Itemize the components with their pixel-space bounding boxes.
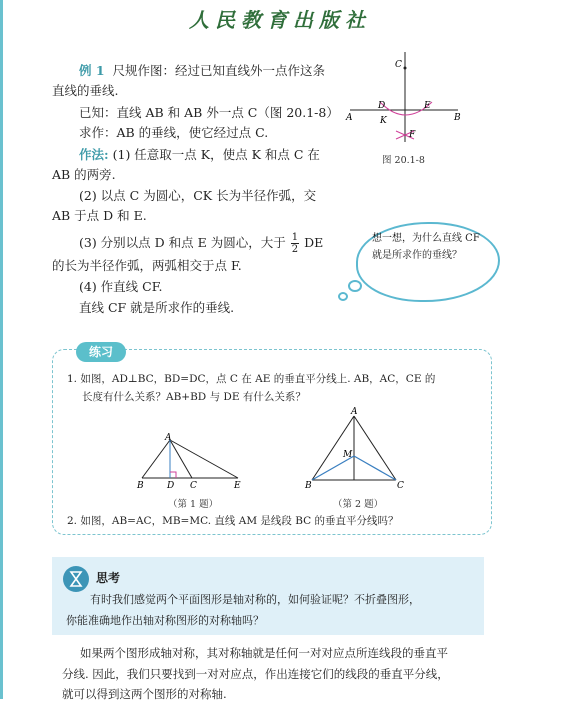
example-given: 已知：直线 AB 和 AB 外一点 C（图 20.1-8） [79, 105, 339, 120]
ex1-label-a: A [165, 433, 172, 443]
hourglass-icon [63, 566, 89, 592]
step4: (4) 作直线 CF. [79, 279, 163, 294]
exercise2-figure [302, 404, 412, 492]
think-line1: 有时我们感觉两个平面图形是轴对称的，如何验证呢？不折叠图形， [90, 593, 420, 606]
figure-caption: 图 20.1-8 [382, 155, 425, 166]
closing-line2: 分线. 因此，我们只要找到一对对应点，作出连接它们的线段的垂直平分线， [62, 667, 449, 681]
question1-line1: 1. 如图，AD⊥BC，BD=DC，点 C 在 AE 的垂直平分线上. AB，AC，CE 的 [67, 373, 436, 385]
ex2-label-a: A [351, 407, 358, 417]
ex2-label-c: C [397, 481, 404, 491]
think-title: 思考 [96, 571, 121, 585]
label-e: E [424, 101, 431, 111]
ex2-label-b: B [305, 481, 312, 491]
label-d: D [378, 101, 386, 111]
ex1-label-e: E [234, 481, 241, 491]
step3-text: (3) 分别以点 D 和点 E 为圆心，大于 [79, 235, 286, 250]
ex2-segment-ab [312, 416, 354, 480]
step2-line2: AB 于点 D 和 E. [52, 208, 147, 223]
method-label: 作法: [79, 147, 109, 162]
one-half-fraction: $\frac{1}{2}$ [291, 232, 299, 255]
think-line2: 你能准确地作出轴对称图形的对称轴吗？ [66, 614, 264, 627]
segment-ae [170, 440, 238, 478]
ex1-label-d: D [167, 481, 175, 491]
example-title-line2: 直线的垂线. [52, 83, 119, 98]
perpendicular-construction-figure [340, 50, 470, 150]
step1-line1 [79, 145, 320, 165]
example-conclusion: 直线 CF 就是所求作的垂线. [79, 300, 235, 315]
label-b: B [454, 113, 461, 123]
publisher-logo: 人民教育出版社 [189, 8, 371, 32]
label-k: K [380, 116, 387, 126]
exercise1-caption: （第 1 题） [168, 499, 219, 510]
example-label: 例 1 [79, 63, 105, 78]
step1-text: (1) 任意取一点 K，使点 K 和点 C 在 [112, 147, 320, 162]
ex2-segment-mc [354, 456, 396, 480]
label-a: A [346, 113, 353, 123]
point-c [404, 67, 407, 70]
label-c: C [395, 60, 402, 70]
question2: 2. 如图，AB=AC，MB=MC. 直线 AM 是线段 BC 的垂直平分线吗？ [67, 515, 399, 527]
ex1-label-c: C [190, 481, 197, 491]
question1-line2: 长度有什么关系？AB+BD 与 DE 有什么关系？ [82, 391, 306, 403]
closing-line3: 就可以得到这两个图形的对称轴. [62, 687, 227, 701]
exercise1-figure [134, 432, 252, 492]
step3-segment: DE [304, 235, 324, 250]
closing-line1: 如果两个图形成轴对称，其对称轴就是任何一对对应点所连线段的垂直平 [80, 646, 448, 660]
segment-ab [142, 440, 170, 478]
page-edge-bar [0, 0, 3, 699]
thought-cloud-text: 想一想，为什么直线 CF 就是所求作的垂线？ [372, 233, 480, 261]
example-title-line1 [79, 61, 325, 81]
thought-cloud-tail-small [338, 292, 348, 301]
step3-line2: 的长为半径作弧，两弧相交于点 F. [52, 258, 242, 273]
step3-line1 [79, 232, 323, 255]
ex2-segment-ac [354, 416, 396, 480]
example-title-text: 尺规作图：经过已知直线外一点作这条 [112, 63, 326, 78]
label-f: F [409, 130, 416, 140]
ex1-label-b: B [137, 481, 144, 491]
step2-line1: (2) 以点 C 为圆心，CK 长为半径作弧，交 [79, 188, 317, 203]
ex2-label-m: M [343, 450, 353, 460]
thought-cloud-tail [348, 280, 362, 292]
example-find: 求作：AB 的垂线，使它经过点 C. [79, 125, 269, 140]
right-angle-mark [170, 472, 176, 478]
exercise-tag: 练习 [76, 342, 126, 362]
step1-line2: AB 的两旁. [52, 167, 116, 182]
exercise2-caption: （第 2 题） [333, 499, 384, 510]
